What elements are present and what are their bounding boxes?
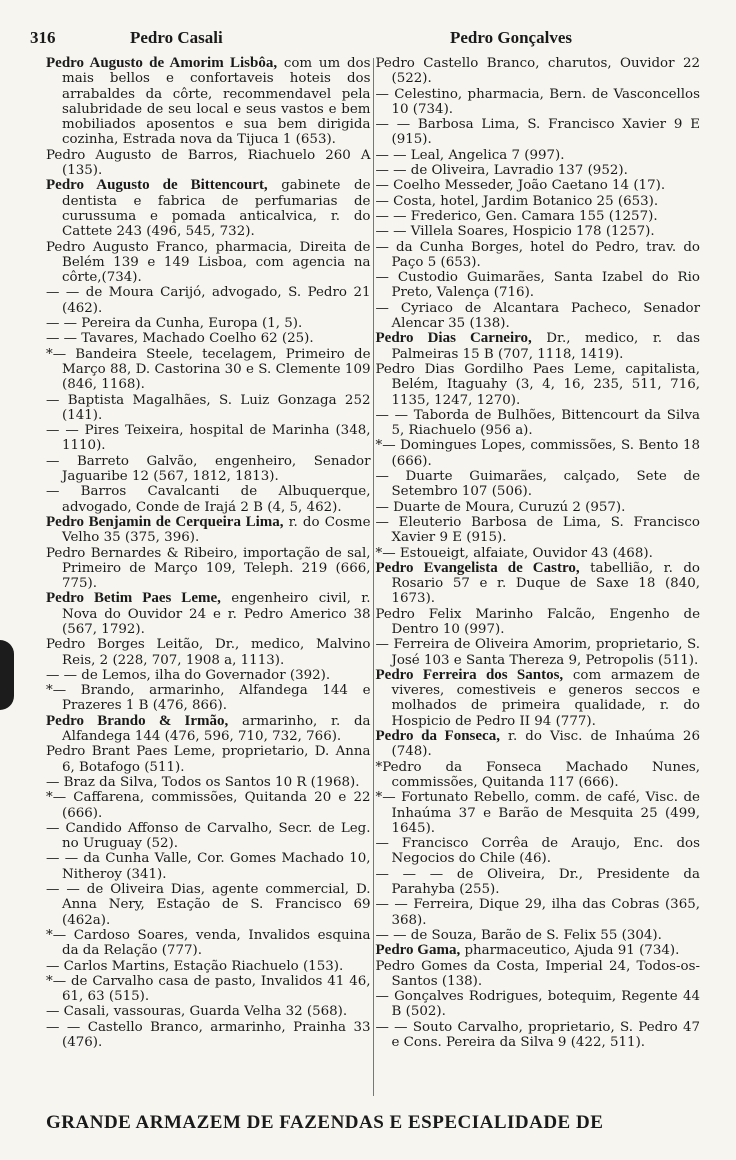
entry-text: com um dos mais bellos e confortaveis hoteis dos arrabaldes da côrte, recommendavel pela salubridade de seu local e seus vastos e bem mobiliados aposentos e sua bem dirigida cozinha, Estrada nova da Tijuca 1 (653). [62, 56, 371, 148]
entry-name: Pedro Benjamin de Cerqueira Lima, [46, 513, 284, 530]
entry-text: — Baptista Magalhães, S. Luiz Gonzaga 252 (141). [46, 392, 371, 423]
entry-text: *— Cardoso Soares, venda, Invalidos esquina da da Relação (777). [46, 927, 371, 959]
directory-entry [46, 821, 371, 852]
entry-name: Pedro Evangelista de Castro, [375, 559, 580, 576]
directory-entry [376, 928, 701, 943]
entry-text: — Costa, hotel, Jardim Botanico 25 (653). [375, 193, 659, 209]
entry-text: — — Leal, Angelica 7 (997). [375, 147, 565, 163]
entry-text: *Pedro da Fonseca Machado Nunes, commissões, Quitanda 117 (666). [375, 759, 700, 790]
entry-text: *— Caffarena, commissões, Quitanda 20 e 22 (666). [46, 790, 371, 821]
entry-text: *— Brando, armarinho, Alfandega 144 e Prazeres 1 B (476, 866). [46, 683, 371, 714]
directory-entry [376, 438, 701, 469]
entry-name: Pedro Augusto de Bittencourt, [46, 177, 268, 194]
directory-entry [376, 760, 701, 791]
entry-text: — — — de Oliveira, Dr., Presidente da Parahyba (255). [375, 866, 700, 898]
directory-entry [46, 959, 371, 974]
entry-text: Pedro Felix Marinho Falcão, Engenho de Dentro 10 (997). [375, 606, 700, 637]
directory-entry [376, 163, 701, 178]
entry-text: *— Domingues Lopes, commissões, S. Bento 18 (666). [375, 438, 700, 469]
entry-text: pharmaceutico, Ajuda 91 (734). [460, 943, 680, 959]
header-right-title: Pedro Gonçalves [450, 28, 572, 47]
entry-text: Pedro Bernardes & Ribeiro, importação de sal, Primeiro de Março 109, Teleph. 219 (666, 775). [46, 545, 371, 592]
directory-entry [46, 928, 371, 959]
directory-entry [46, 148, 371, 179]
footer-banner: GRANDE ARMAZEM DE FAZENDAS E ESPECIALIDADE DE [46, 1112, 604, 1133]
directory-entry [376, 1020, 701, 1051]
directory-entry [46, 347, 371, 393]
directory-entry [46, 744, 371, 775]
column-divider [373, 58, 374, 1096]
directory-entry [46, 974, 371, 1005]
entry-text: — Duarte Guimarães, calçado, Sete de Setembro 107 (506). [375, 469, 700, 500]
directory-entry [46, 882, 371, 928]
directory-entry [376, 408, 701, 439]
directory-entry [46, 285, 371, 316]
entry-text: — Gonçalves Rodrigues, botequim, Regente 44 B (502). [375, 989, 700, 1020]
entry-text: — — de Moura Carijó, advogado, S. Pedro 21 (462). [46, 285, 371, 316]
directory-entry [376, 607, 701, 638]
page-header [30, 28, 706, 52]
entry-text: — — da Cunha Valle, Cor. Gomes Machado 10, Nitheroy (341). [46, 851, 371, 882]
entry-text: Pedro Castello Branco, charutos, Ouvidor 22 (522). [375, 56, 700, 87]
entry-text: — — de Oliveira Dias, agente commercial, D. Anna Nery, Estação de S. Francisco 69 (462a). [46, 882, 371, 928]
entry-text: — — Pereira da Cunha, Europa (1, 5). [46, 316, 303, 332]
entry-text: — — Barbosa Lima, S. Francisco Xavier 9 E (915). [375, 117, 700, 148]
entry-name: Pedro Gama, [375, 942, 461, 959]
entry-text: Dr., medico, r. das Palmeiras 15 B (707, 1118, 1419). [391, 331, 700, 362]
directory-entry [376, 148, 701, 163]
entry-text: *— Fortunato Rebello, comm. de café, Visc. de Inhaúma 37 e Barão de Mesquita 25 (499, 1645). [375, 790, 700, 836]
directory-entry [46, 591, 371, 637]
directory-entry [376, 209, 701, 224]
entry-text: — Celestino, pharmacia, Bern. de Vasconcellos 10 (734). [375, 86, 700, 117]
directory-entry [376, 224, 701, 239]
directory-entry [46, 484, 371, 515]
entry-name: Pedro da Fonseca, [375, 728, 500, 745]
directory-entry [376, 668, 701, 729]
directory-entry [376, 561, 701, 607]
directory-entry [376, 178, 701, 193]
directory-entry [376, 194, 701, 209]
entry-text: — — Castello Branco, armarinho, Prainha 33 (476). [46, 1019, 371, 1050]
entry-text: — Carlos Martins, Estação Riachuelo (153). [46, 958, 344, 974]
directory-entry [376, 897, 701, 928]
directory-entry [46, 790, 371, 821]
entry-text: tabellião, r. do Rosario 57 e r. Duque de Saxe 18 (840, 1673). [391, 560, 700, 607]
entry-text: *— Bandeira Steele, tecelagem, Primeiro de Março 88, D. Castorina 30 e S. Clemente 109 (846, 1168). [46, 346, 371, 393]
entry-text: r. do Cosme Velho 35 (375, 396). [62, 514, 371, 546]
header-left-title: Pedro Casali [130, 28, 223, 47]
entry-text: r. do Visc. de Inhaúma 26 (748). [391, 729, 700, 760]
entry-text: — Coelho Messeder, João Caetano 14 (17). [375, 178, 666, 194]
entry-text: — — Souto Carvalho, proprietario, S. Pedro 47 e Cons. Pereira da Silva 9 (422, 511). [375, 1019, 700, 1050]
directory-entry [376, 117, 701, 148]
entry-text: gabinete de dentista e fabrica de perfumarias de curussuma e pomada anticalvica, r. do Cattete 243 (496, 545, 732). [62, 178, 371, 240]
directory-entry [46, 56, 371, 148]
entry-name: Pedro Betim Paes Leme, [46, 590, 221, 607]
directory-entry [46, 178, 371, 239]
entry-text: — — Ferreira, Dique 29, ilha das Cobras (365, 368). [375, 897, 700, 928]
entry-text: Pedro Augusto de Barros, Riachuelo 260 A (135). [46, 147, 371, 179]
entry-text: — da Cunha Borges, hotel do Pedro, trav. do Paço 5 (653). [375, 239, 700, 270]
directory-entry [46, 515, 371, 546]
ink-blot [0, 640, 14, 710]
entry-name: Pedro Ferreira dos Santos, [375, 666, 564, 683]
entry-text: — Duarte de Moura, Curuzú 2 (957). [375, 499, 626, 515]
directory-entry [376, 515, 701, 546]
entry-name: Pedro Augusto de Amorim Lisbôa, [46, 55, 278, 71]
entry-name: Pedro Brando & Irmão, [46, 712, 229, 729]
entry-text: — Eleuterio Barbosa de Lima, S. Francisco Xavier 9 E (915). [375, 514, 700, 546]
directory-entry [46, 1020, 371, 1051]
entry-text: *— Estoueigt, alfaiate, Ouvidor 43 (468). [375, 545, 653, 561]
directory-entry [376, 87, 701, 118]
entry-text: — — Tavares, Machado Coelho 62 (25). [46, 331, 314, 347]
directory-entry [376, 959, 701, 990]
directory-entry [376, 637, 701, 668]
entry-text: Pedro Dias Gordilho Paes Leme, capitalista, Belém, Itaguahy (3, 4, 16, 235, 511, 716, 1135, 1247, 1270). [375, 361, 700, 408]
directory-entry [376, 469, 701, 500]
directory-entry [376, 867, 701, 898]
directory-entry [376, 362, 701, 408]
entry-text: — Barreto Galvão, engenheiro, Senador Jaguaribe 12 (567, 1812, 1813). [46, 453, 371, 485]
directory-entry [46, 316, 371, 331]
entry-text: — — Taborda de Bulhões, Bittencourt da Silva 5, Riachuelo (956 a). [375, 407, 700, 439]
directory-entry [46, 683, 371, 714]
entry-text: — — de Oliveira, Lavradio 137 (952). [375, 163, 628, 179]
two-column-listing [46, 56, 700, 1096]
directory-entry [46, 637, 371, 668]
entry-text: — Candido Affonso de Carvalho, Secr. de Leg. no Uruguay (52). [46, 820, 371, 852]
directory-entry [376, 500, 701, 515]
directory-entry [376, 989, 701, 1020]
entry-text: — — Villela Soares, Hospicio 178 (1257). [375, 224, 655, 240]
directory-entry [46, 454, 371, 485]
entry-text: armarinho, r. da Alfandega 144 (476, 596, 710, 732, 766). [62, 713, 371, 745]
entry-text: — Casali, vassouras, Guarda Velha 32 (568). [46, 1004, 348, 1020]
entry-text: Pedro Borges Leitão, Dr., medico, Malvino Reis, 2 (228, 707, 1908 a, 1113). [46, 637, 371, 668]
directory-entry [46, 331, 371, 346]
directory-entry [46, 714, 371, 745]
entry-text: — Ferreira de Oliveira Amorim, proprietario, S. José 103 e Santa Thereza 9, Petropolis (511). [375, 637, 700, 668]
entry-text: — Barros Cavalcanti de Albuquerque, advogado, Conde de Irajá 2 B (4, 5, 462). [46, 484, 371, 515]
entry-text: — Cyriaco de Alcantara Pacheco, Senador Alencar 35 (138). [375, 300, 700, 332]
entry-name: Pedro Dias Carneiro, [375, 330, 532, 347]
directory-entry [376, 790, 701, 836]
entry-text: — Francisco Corrêa de Araujo, Enc. dos Negocios do Chile (46). [375, 836, 700, 867]
directory-entry [376, 836, 701, 867]
directory-entry [376, 546, 701, 561]
entry-text: Pedro Brant Paes Leme, proprietario, D. Anna 6, Botafogo (511). [46, 744, 371, 775]
directory-entry [376, 240, 701, 271]
directory-entry [46, 775, 371, 790]
directory-entry [46, 851, 371, 882]
directory-entry [376, 729, 701, 760]
entry-text: — Braz da Silva, Todos os Santos 10 R (1968). [46, 774, 360, 790]
directory-entry [46, 423, 371, 454]
left-column [46, 56, 371, 1096]
directory-entry [376, 270, 701, 301]
directory-entry [46, 1004, 371, 1019]
entry-text: — — de Souza, Barão de S. Felix 55 (304). [375, 927, 662, 943]
entry-text: *— de Carvalho casa de pasto, Invalidos 41 46, 61, 63 (515). [46, 973, 371, 1005]
entry-text: — — Frederico, Gen. Camara 155 (1257). [375, 208, 658, 224]
entry-text: — Custodio Guimarães, Santa Izabel do Rio Preto, Valença (716). [375, 270, 700, 301]
directory-entry [376, 331, 701, 362]
directory-entry [46, 668, 371, 683]
entry-text: Pedro Gomes da Costa, Imperial 24, Todos-os-Santos (138). [375, 958, 700, 989]
directory-entry [376, 301, 701, 332]
directory-entry [46, 546, 371, 592]
entry-text: — — de Lemos, ilha do Governador (392). [46, 667, 331, 683]
entry-text: engenheiro civil, r. Nova do Ouvidor 24 e r. Pedro Americo 38 (567, 1792). [62, 591, 371, 637]
page-number: 316 [30, 28, 56, 47]
entry-text: — — Pires Teixeira, hospital de Marinha (348, 1110). [46, 423, 371, 454]
entry-text: com armazem de viveres, comestiveis e generos seccos e molhados de primeira qualidade, r. do Hospicio de Pedro II 94 (777). [391, 667, 700, 729]
right-column [376, 56, 701, 1096]
directory-entry [46, 393, 371, 424]
directory-entry [376, 943, 701, 958]
entry-text: Pedro Augusto Franco, pharmacia, Direita de Belém 139 e 149 Lisboa, com agencia na côrte,(734). [46, 239, 371, 286]
directory-entry [376, 56, 701, 87]
directory-entry [46, 240, 371, 286]
